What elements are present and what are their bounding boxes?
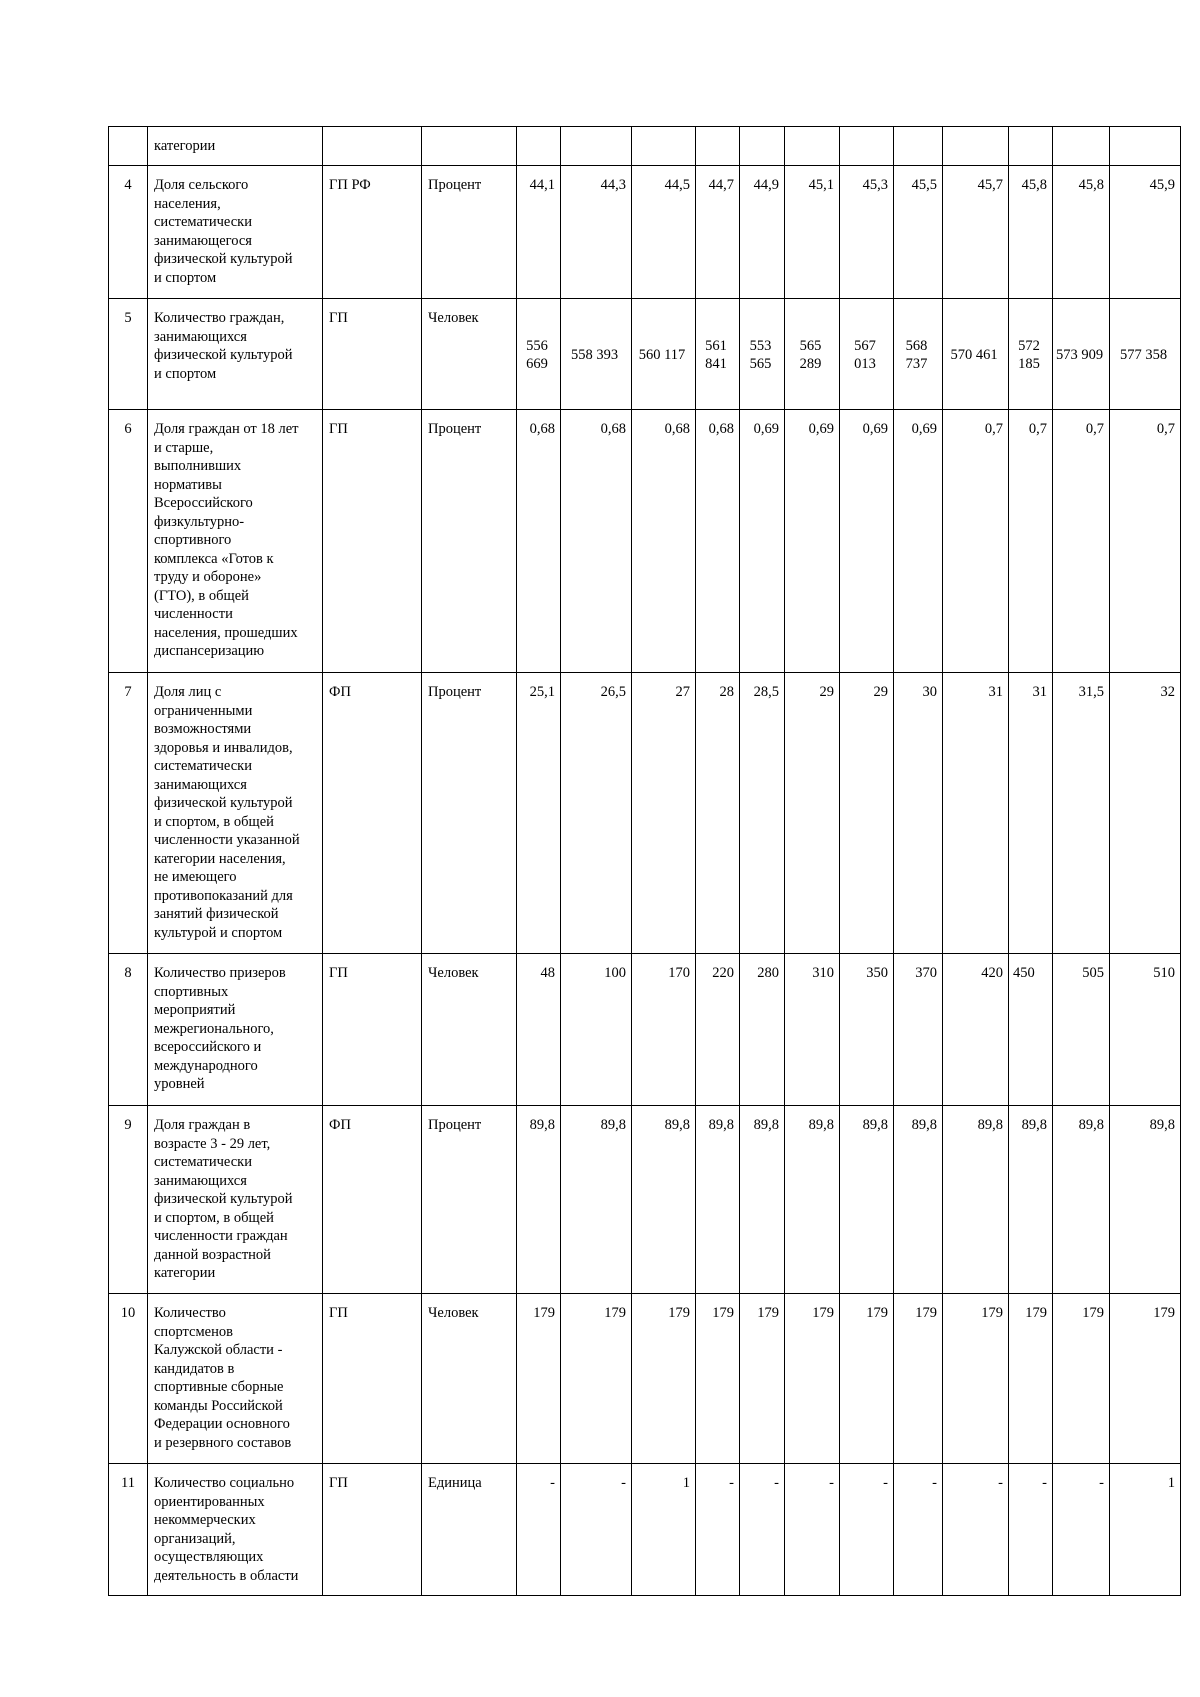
indicator-name-line: уровней: [154, 1076, 205, 1092]
value-cell: 29: [785, 673, 840, 954]
value-cell: 0,69: [840, 410, 894, 673]
indicator-name-line: и спортом: [154, 269, 217, 286]
value-cell: -: [696, 1464, 740, 1596]
value-cell: -: [943, 1464, 1009, 1596]
value-cell: 45,1: [785, 166, 840, 299]
value-cell: 45,3: [840, 166, 894, 299]
indicator-name: [148, 127, 323, 166]
value-cell: 572 185: [1009, 299, 1053, 410]
indicator-name-line: физической культурой: [154, 251, 293, 267]
indicator-name-line: Количество социально: [154, 1475, 295, 1491]
indicator-name-line: нормативы: [154, 476, 222, 493]
value-cell: 44,7: [696, 166, 740, 299]
value-cell: 505: [1053, 954, 1110, 1106]
value-cell: -: [894, 1464, 943, 1596]
value-cell: 45,9: [1110, 166, 1181, 299]
indicator-name-line: некоммерческих: [154, 1512, 256, 1528]
value-cell: 100: [561, 954, 632, 1106]
value-cell: 179: [1110, 1294, 1181, 1464]
value-cell: 561 841: [696, 299, 740, 410]
indicator-name-line: мероприятий: [154, 1002, 236, 1018]
value-cell: 179: [696, 1294, 740, 1464]
value-cell: 179: [740, 1294, 785, 1464]
row-number: 4: [109, 166, 148, 299]
indicator-name-line: осуществляющих: [154, 1549, 264, 1565]
value-cell: 45,8: [1009, 166, 1053, 299]
indicator-name: [148, 166, 323, 299]
value-cell: [1053, 127, 1110, 166]
indicator-name-line: спортивного: [154, 532, 232, 548]
table-row: [109, 954, 1181, 1106]
value-cell: 170: [632, 954, 696, 1106]
value-cell: 310: [785, 954, 840, 1106]
value-cell: 89,8: [785, 1106, 840, 1294]
indicators-table: [108, 126, 1181, 1596]
indicator-name-line: Доля лиц с: [154, 684, 222, 700]
indicator-name-line: систематически: [154, 758, 252, 774]
value-cell: 0,68: [561, 410, 632, 673]
indicator-name-line: труду и обороне»: [154, 569, 262, 585]
row-number: 8: [109, 954, 148, 1106]
indicator-name: [148, 673, 323, 954]
indicator-name-line: и спортом, в общей: [154, 813, 274, 830]
indicator-name-line: спортивных: [154, 983, 229, 1000]
row-number: 7: [109, 673, 148, 954]
unit-cell: Человек: [422, 1294, 517, 1464]
indicator-name-line: Количество призеров: [154, 965, 286, 981]
value-cell: 450: [1009, 954, 1053, 1106]
source-cell: [323, 127, 422, 166]
indicator-name-line: ориентированных: [154, 1493, 265, 1510]
value-cell: [840, 127, 894, 166]
value-cell: 31: [1009, 673, 1053, 954]
value-cell: 179: [632, 1294, 696, 1464]
indicator-name-line: межрегионального,: [154, 1020, 274, 1037]
indicator-name-line: Количество: [154, 1305, 226, 1321]
indicator-name-line: Количество граждан,: [154, 310, 285, 326]
unit-cell: Процент: [422, 1106, 517, 1294]
indicator-name-line: возможностями: [154, 721, 252, 737]
indicator-name-line: международного: [154, 1057, 258, 1074]
value-cell: 44,3: [561, 166, 632, 299]
unit-cell: Процент: [422, 410, 517, 673]
table-row: [109, 299, 1181, 410]
value-cell: -: [1009, 1464, 1053, 1596]
value-cell: 0,69: [740, 410, 785, 673]
value-cell: 44,1: [517, 166, 561, 299]
value-cell: 0,69: [894, 410, 943, 673]
indicator-name-line: и спортом: [154, 365, 217, 382]
value-cell: 280: [740, 954, 785, 1106]
indicator-name-line: команды Российской: [154, 1397, 283, 1414]
value-cell: 556 669: [517, 299, 561, 410]
value-cell: 31: [943, 673, 1009, 954]
value-cell: 0,7: [1110, 410, 1181, 673]
value-cell: 0,69: [785, 410, 840, 673]
value-cell: 565 289: [785, 299, 840, 410]
value-cell: -: [740, 1464, 785, 1596]
value-cell: [696, 127, 740, 166]
indicator-name-line: спортивные сборные: [154, 1379, 284, 1395]
value-cell: 350: [840, 954, 894, 1106]
value-cell: 0,68: [517, 410, 561, 673]
indicator-name-line: численности указанной: [154, 832, 300, 848]
indicator-name-line: категории: [154, 138, 216, 154]
value-cell: 89,8: [696, 1106, 740, 1294]
indicator-name-line: здоровья и инвалидов,: [154, 739, 293, 756]
value-cell: 510: [1110, 954, 1181, 1106]
indicator-name-line: категории: [154, 1265, 216, 1281]
value-cell: 48: [517, 954, 561, 1106]
indicator-name-line: деятельность в области: [154, 1567, 299, 1584]
value-cell: 30: [894, 673, 943, 954]
source-cell: ФП: [323, 1106, 422, 1294]
indicator-name-line: противопоказаний для: [154, 887, 293, 904]
indicator-name-line: численности граждан: [154, 1228, 288, 1244]
value-cell: [943, 127, 1009, 166]
table-row: [109, 410, 1181, 673]
value-cell: 44,5: [632, 166, 696, 299]
indicator-name-line: возрасте 3 - 29 лет,: [154, 1135, 271, 1152]
source-cell: ГП: [323, 954, 422, 1106]
value-cell: 32: [1110, 673, 1181, 954]
indicator-name-line: физической культурой: [154, 795, 293, 811]
row-number: 10: [109, 1294, 148, 1464]
indicator-name-line: систематически: [154, 1154, 252, 1170]
value-cell: -: [840, 1464, 894, 1596]
indicator-name-line: и спортом, в общей: [154, 1209, 274, 1226]
value-cell: 179: [840, 1294, 894, 1464]
table-row: [109, 127, 1181, 166]
indicator-name: [148, 954, 323, 1106]
value-cell: 0,68: [632, 410, 696, 673]
row-number: 11: [109, 1464, 148, 1596]
indicator-name-line: населения,: [154, 195, 221, 212]
indicator-name-line: культурой и спортом: [154, 924, 283, 941]
indicator-name-line: и старше,: [154, 439, 214, 456]
value-cell: 558 393: [561, 299, 632, 410]
indicator-name: [148, 1106, 323, 1294]
row-number: 6: [109, 410, 148, 673]
indicator-name-line: (ГТО), в общей: [154, 587, 249, 604]
unit-cell: Единица: [422, 1464, 517, 1596]
value-cell: 45,5: [894, 166, 943, 299]
unit-cell: Процент: [422, 166, 517, 299]
value-cell: 89,8: [1110, 1106, 1181, 1294]
value-cell: 89,8: [943, 1106, 1009, 1294]
table-row: [109, 166, 1181, 299]
unit-cell: [422, 127, 517, 166]
table-row: [109, 1294, 1181, 1464]
value-cell: 179: [561, 1294, 632, 1464]
indicator-name-line: Доля граждан от 18 лет: [154, 421, 299, 437]
table-body: [109, 127, 1181, 1596]
value-cell: -: [561, 1464, 632, 1596]
indicator-name-line: занятий физической: [154, 906, 279, 922]
indicator-name-line: не имеющего: [154, 869, 237, 885]
indicator-name-line: занимающихся: [154, 328, 247, 345]
value-cell: [740, 127, 785, 166]
indicator-name: [148, 1294, 323, 1464]
row-number: 5: [109, 299, 148, 410]
value-cell: 220: [696, 954, 740, 1106]
unit-cell: Процент: [422, 673, 517, 954]
value-cell: 45,7: [943, 166, 1009, 299]
row-number: [109, 127, 148, 166]
value-cell: 370: [894, 954, 943, 1106]
row-number: 9: [109, 1106, 148, 1294]
source-cell: ГП: [323, 299, 422, 410]
indicator-name-line: Калужской области -: [154, 1342, 283, 1358]
value-cell: 0,7: [1009, 410, 1053, 673]
value-cell: 0,68: [696, 410, 740, 673]
value-cell: [785, 127, 840, 166]
value-cell: 567 013: [840, 299, 894, 410]
value-cell: [1009, 127, 1053, 166]
source-cell: ГП РФ: [323, 166, 422, 299]
indicator-name-line: Всероссийского: [154, 495, 253, 511]
indicator-name-line: кандидатов в: [154, 1360, 235, 1377]
indicator-name-line: категории населения,: [154, 850, 286, 867]
source-cell: ГП: [323, 1464, 422, 1596]
value-cell: [632, 127, 696, 166]
value-cell: 179: [1009, 1294, 1053, 1464]
value-cell: 28: [696, 673, 740, 954]
indicator-name-line: занимающихся: [154, 776, 247, 793]
unit-cell: Человек: [422, 954, 517, 1106]
value-cell: 45,8: [1053, 166, 1110, 299]
indicator-name-line: физической культурой: [154, 347, 293, 363]
indicator-name-line: занимающегося: [154, 232, 252, 249]
value-cell: 89,8: [1009, 1106, 1053, 1294]
table-row: [109, 1464, 1181, 1596]
value-cell: -: [785, 1464, 840, 1596]
indicator-name-line: занимающихся: [154, 1172, 247, 1189]
indicator-name-line: и резервного составов: [154, 1434, 292, 1451]
value-cell: 27: [632, 673, 696, 954]
value-cell: [561, 127, 632, 166]
source-cell: ГП: [323, 1294, 422, 1464]
indicator-name-line: физкультурно-: [154, 513, 245, 530]
indicator-name: [148, 299, 323, 410]
value-cell: 89,8: [561, 1106, 632, 1294]
value-cell: 28,5: [740, 673, 785, 954]
value-cell: 1: [632, 1464, 696, 1596]
value-cell: 89,8: [740, 1106, 785, 1294]
value-cell: 179: [943, 1294, 1009, 1464]
value-cell: 44,9: [740, 166, 785, 299]
value-cell: 89,8: [840, 1106, 894, 1294]
value-cell: [894, 127, 943, 166]
indicator-name-line: Федерации основного: [154, 1416, 290, 1432]
value-cell: 89,8: [517, 1106, 561, 1294]
value-cell: -: [1053, 1464, 1110, 1596]
value-cell: 26,5: [561, 673, 632, 954]
indicator-name-line: численности: [154, 606, 233, 622]
value-cell: 570 461: [943, 299, 1009, 410]
value-cell: 1: [1110, 1464, 1181, 1596]
indicator-name-line: комплекса «Готов к: [154, 550, 274, 567]
source-cell: ФП: [323, 673, 422, 954]
value-cell: 577 358: [1110, 299, 1181, 410]
indicator-name-line: всероссийского и: [154, 1039, 262, 1055]
value-cell: 0,7: [1053, 410, 1110, 673]
indicator-name-line: организаций,: [154, 1530, 236, 1547]
value-cell: 573 909: [1053, 299, 1110, 410]
indicator-name: [148, 1464, 323, 1596]
indicator-name-line: Доля сельского: [154, 177, 249, 193]
value-cell: 0,7: [943, 410, 1009, 673]
table-row: [109, 673, 1181, 954]
indicator-name-line: спортсменов: [154, 1323, 233, 1340]
value-cell: [517, 127, 561, 166]
indicator-name-line: выполнивших: [154, 458, 242, 474]
indicator-name-line: населения, прошедших: [154, 624, 298, 641]
unit-cell: Человек: [422, 299, 517, 410]
value-cell: 179: [1053, 1294, 1110, 1464]
value-cell: 568 737: [894, 299, 943, 410]
value-cell: 25,1: [517, 673, 561, 954]
indicator-name-line: диспансеризацию: [154, 643, 265, 659]
table-row: [109, 1106, 1181, 1294]
value-cell: 89,8: [894, 1106, 943, 1294]
value-cell: 179: [517, 1294, 561, 1464]
indicator-name-line: ограниченными: [154, 702, 253, 719]
value-cell: 553 565: [740, 299, 785, 410]
value-cell: 31,5: [1053, 673, 1110, 954]
indicator-name-line: Доля граждан в: [154, 1117, 251, 1133]
value-cell: 420: [943, 954, 1009, 1106]
indicator-name: [148, 410, 323, 673]
value-cell: 179: [894, 1294, 943, 1464]
indicator-name-line: систематически: [154, 214, 252, 230]
value-cell: 89,8: [1053, 1106, 1110, 1294]
value-cell: 179: [785, 1294, 840, 1464]
source-cell: ГП: [323, 410, 422, 673]
indicator-name-line: физической культурой: [154, 1191, 293, 1207]
value-cell: 29: [840, 673, 894, 954]
value-cell: 89,8: [632, 1106, 696, 1294]
indicator-name-line: данной возрастной: [154, 1246, 271, 1263]
value-cell: [1110, 127, 1181, 166]
value-cell: 560 117: [632, 299, 696, 410]
value-cell: -: [517, 1464, 561, 1596]
